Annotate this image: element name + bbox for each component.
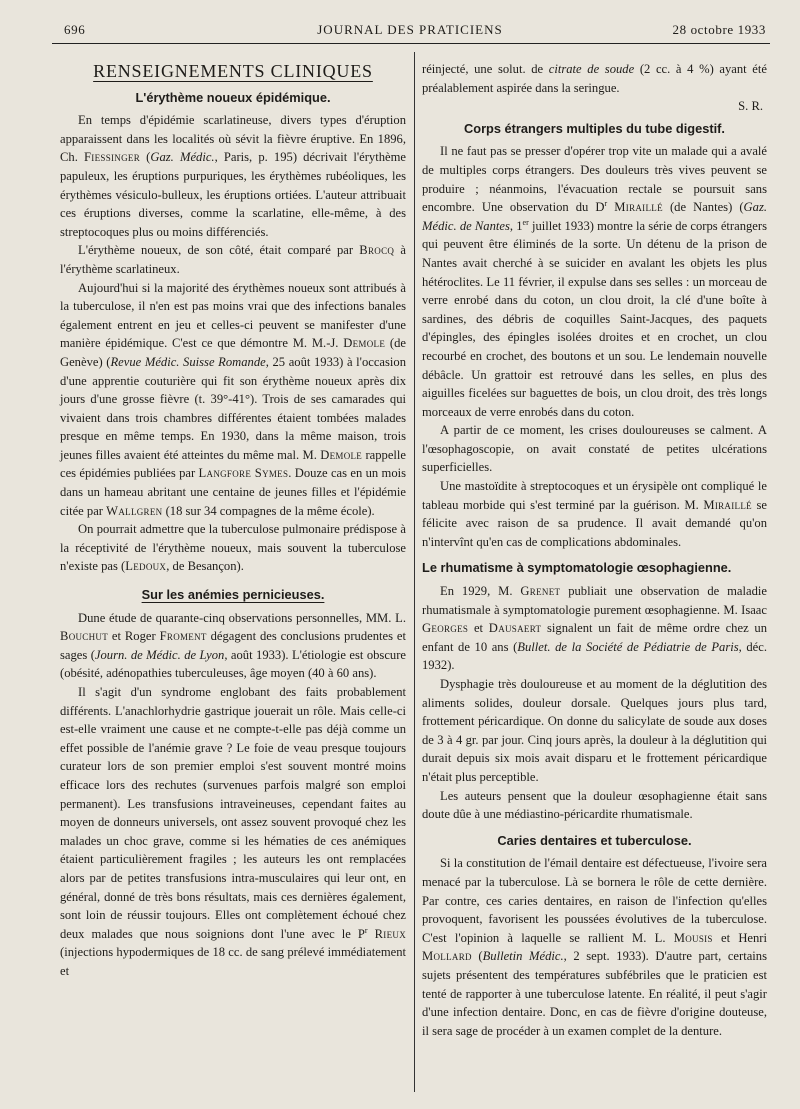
citation-text: Revue Médic. Suisse Romande [110, 354, 266, 369]
left-column [60, 60, 406, 981]
paragraph: réinjecté, une solut. de citrate de soude (2 cc. à 4 %) ayant été préalablement aspirée dans la seringue. [422, 62, 767, 95]
superscript: r [364, 925, 368, 935]
paragraph: En 1929, M. Grenet publiait une observation de maladie rhumatismale à symptomatologie purement œsophagienne. M. Isaac Georges et Dausaert signalent un fait de même ordre chez un enfant de 10 ans (Bullet. de la Société de Pédiatrie de Paris, déc. 1932). [422, 584, 768, 673]
citation-text: Gaz. Médic. de Nantes [422, 200, 767, 233]
author-name: Miraillé [703, 497, 752, 512]
author-name: Georges [422, 621, 469, 636]
author-name: Rieux [374, 926, 406, 941]
paragraph: Les auteurs pensent que la douleur œsophagienne était sans doute dûe à une médiastino-péricardite rhumatismale. [422, 788, 767, 822]
paragraph: Dysphagie très douloureuse et au moment de la déglutition des aliments solides, douleur dorsale. Quelques jours plus tard, frottement péricardique. On donne du salicylate de soude aux doses de 3 à 4 gr. par jour. Cinq jours après, la douleur à la déglutition qui durait depuis six mois avait disparu et le frottement péricardique n'était plus perceptible. [422, 677, 767, 784]
paragraph: Il s'agit d'un syndrome englobant des faits probablement différents. L'anachlorhydrie gastrique jouerait un rôle. Mais celle-ci est-elle vraiment une cause et ne compte-t-elle pas déjà comme un effet possible de l'anémie grave ? Le foie de veau presque toujours curateur lors de son premier emploi s'est souvent montré moins efficace lors des rechutes (survenues parfois malgré son emploi permanent). Les transfusions intraveineuses, cependant faites au moyen de donneurs universels, ont assez souvent provoqué chez les malades un choc grave, comme si les hématies de ces anémiques étaient particulièrement fragiles ; les auteurs les ont remplacées alors par de petites transfusions intra-musculaires qui leur ont, en général, donné de très bons résultats, mais ces dernières également, sont loin de réussir toujours. Elles ont complètement échoué chez deux malades que nous soignions dont l'une avec le $P^r$ Rieux (injections hypodermiques de 18 cc. de sang prélevé immédiatement et [60, 685, 406, 978]
author-name: Demole [343, 336, 386, 351]
author-name: Miraillé [614, 200, 663, 215]
author-name: Fiessinger [84, 150, 141, 165]
author-name: Ledoux [125, 559, 167, 574]
citation-text: citrate de soude [548, 62, 635, 76]
header-rule [52, 43, 770, 44]
article-title-caries: Caries dentaires et tuberculose. [497, 832, 692, 848]
paragraph: Si la constitution de l'émail dentaire est défectueuse, l'ivoire sera menacé par la tuberculose. Là se bornera le rôle de cette dernière. Par contre, ces caries dentaires, en raison de l'infection qu'elles provoquent, favorisent les poussées évolutives de la tuberculose. C'est l'opinion à laquelle se rallient M. L. Mousis et Henri Mollard (Bulletin Médic., 2 sept. 1933). D'autre part, certains sujets présentent des températures subfébriles que le praticien est tenté de rapporter à une tuberculose latente. En réalité, il peut s'agir d'une infection dentaire. Donc, en cas de fièvre d'origine douteuse, il sera sage de procéder à un examen complet de la denture. [422, 856, 768, 1038]
paragraph: L'érythème noueux, de son côté, était comparé par Brocq à l'érythème scarlatineux. [60, 243, 406, 276]
author-name: Froment [159, 629, 207, 644]
paragraph: A partir de ce moment, les crises douloureuses se calment. A l'œsophagoscopie, on avait constaté de petites ulcérations superficielles. [422, 423, 767, 475]
paragraph: Aujourd'hui si la majorité des érythèmes noueux sont attribués à la tuberculose, il n'en est pas moins vrai que des infections banales également entrent en jeu et celles-ci peuvent se manifester d'une manière épidémique. C'est ce que démontre M. M.-J. Demole (de Genève) (Revue Médic. Suisse Romande, 25 août 1933) à l'occasion d'une apprentie couturière qui fit son érythème noueux après dix jours d'une grosse fièvre (t. 39°-41°). Trois de ses camarades qui vivaient dans trois chambres différentes étaient tombées malades presque en même temps. En 1930, dans la même maison, trois jeunes filles avaient été atteintes du même mal. M. Demole rappelle ces épidémies publiées par Langfore Symes. Douze cas en un mois dans un hameau abritant une centaine de jeunes filles et l'épidémie citée par Wallgren (18 sur 34 compagnes de la même école). [60, 280, 407, 518]
signature: S. R. [738, 99, 763, 114]
author-name: Mousis [673, 930, 713, 945]
issue-date: 28 octobre 1933 [672, 22, 766, 37]
citation-text: Gaz. Médic. [150, 150, 215, 165]
author-name: Mollard [422, 949, 472, 964]
author-name: Bouchut [60, 629, 108, 644]
journal-title: JOURNAL DES PRATICIENS [317, 22, 503, 37]
paragraph: Dune étude de quarante-cinq observations personnelles, MM. L. Bouchut et Roger Froment dégagent des conclusions prudentes et sages (Journ. de Médic. de Lyon, août 1933). L'étiologie est obscure (obésité, adénopathies tuberculeuses, âge moyen (40 à 60 ans). [60, 610, 407, 681]
author-name: Wallgren [106, 503, 163, 518]
author-name: Dausaert [488, 621, 542, 636]
paragraph: En temps d'épidémie scarlatineuse, divers types d'éruption apparaissent dans les localités où sévit la fièvre éruptive. En 1896, Ch. Fiessinger (Gaz. Médic., Paris, p. 195) décrivait l'érythème papuleux, les éruptions purpuriques, les érythèmes rubéoliques, les érythèmes vésiculo-bulleux, les éruptions ortiées. L'auteur attribuait ces éruptions diverses, comme la scarlatine, elle-même, à des streptocoques plus ou moins différenciés. [60, 113, 406, 239]
author-name: Brocq [359, 243, 395, 258]
citation-text: Bulletin Médic. [482, 949, 564, 964]
author-name: Demole [320, 447, 363, 462]
section-title: RENSEIGNEMENTS CLINIQUES [93, 61, 373, 81]
citation-text: Bullet. de la Société de Pédiatrie de Paris [517, 639, 739, 654]
page-header [50, 18, 770, 44]
right-column [422, 60, 767, 1040]
paragraph: Une mastoïdite à streptocoques et un érysipèle ont compliqué le tableau morbide qui s'est terminé par la guérison. M. Miraillé se félicite avec raison de sa prudence. Il avait demandé qu'on n'intervînt qu'en cas de complications abdominales. [422, 479, 767, 549]
article-title-rhumatisme: Le rhumatisme à symptomatologie œsophagienne. [422, 560, 732, 576]
article-title-corps-etrangers: Corps étrangers multiples du tube digestif. [464, 120, 725, 136]
author-name: Langfore Symes [198, 466, 289, 481]
column-divider [414, 52, 415, 1092]
citation-text: Journ. de Médic. de Lyon [94, 647, 225, 662]
page-number: 696 [64, 22, 86, 37]
article-title-erytheme: L'érythème noueux épidémique. [135, 89, 331, 105]
paragraph: Il ne faut pas se presser d'opérer trop vite un malade qui a avalé de multiples corps étrangers. Des douleurs très vives peuvent se produire ; néanmoins, l'évacuation rectale se poursuit sans encombre. Une observation du $D^r$ Miraillé (de Nantes) (Gaz. Médic. de Nantes, 1er juillet 1933) montre la série de corps étrangers qui peuvent être éliminés de la sorte. Un détenu de la prison de Nantes avait cherché à se suicider en avalant les objets les plus hétéroclites. Le 11 février, il expulse dans ses selles : un morceau de verre enrobé dans du coton, un clou droit, la clé d'une boîte à sardines, des débris de coquilles Saint-Jacques, des paquets d'épingles, des épingles isolées droites et en crochet, un clou recourbé en crochet, des boutons et un sou. Le lendemain nouvelle débâcle. Un grattoir est retrouvé dans les selles, en plus des aiguilles ficelées sur baguettes de bois, un clou droit, des très longs morceaux de verre enrobés dans du coton. [422, 144, 767, 419]
superscript: er [522, 217, 529, 227]
paragraph: On pourrait admettre que la tuberculose pulmonaire prédispose à la réceptivité de l'érythème noueux, mais souvent la tuberculose n'existe pas (Ledoux, de Besançon). [60, 522, 406, 574]
article-title-anemies: Sur les anémies pernicieuses. [141, 587, 325, 603]
superscript: r [604, 198, 608, 208]
author-name: Grenet [520, 584, 561, 599]
